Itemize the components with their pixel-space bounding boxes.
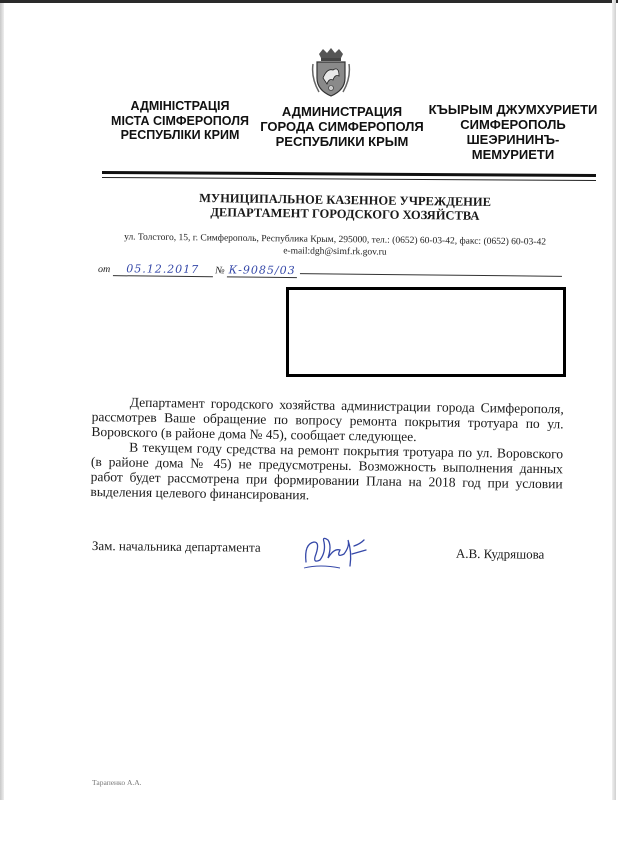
header-crh-line-1: КЪЫРЫМ ДЖУМХУРИЕТИ	[428, 102, 598, 117]
crimea-coat-of-arms-icon	[311, 48, 351, 98]
scan-top-edge	[0, 0, 618, 3]
redacted-recipient-box	[286, 287, 566, 377]
signatory-position: Зам. начальника департамента	[91, 538, 261, 555]
header-ukrainian	[100, 99, 260, 143]
scan-left-edge	[0, 0, 4, 800]
header-crh-line-3: ШЕЭРИНИНЪ-	[466, 132, 560, 147]
organization-address	[100, 231, 570, 261]
header-crh-line-4: МЕМУРИЕТИ	[471, 147, 555, 162]
handwritten-signature	[300, 532, 370, 574]
header-crh-line-2: СИМФЕРОПОЛЬ	[460, 117, 566, 132]
reference-line	[98, 262, 568, 281]
address-line: ул. Толстого, 15, г. Симферополь, Республика Крым, 295000, тел.: (0652) 60-03-42, факс: (0652) 60-03-42	[124, 232, 547, 248]
number-label: №	[215, 265, 225, 277]
letter-body	[90, 394, 564, 506]
header-ua-line-3: РЕСПУБЛІКИ КРИМ	[120, 128, 240, 142]
header-divider-thin	[102, 177, 596, 181]
organization-name	[165, 190, 525, 223]
date-label: от	[97, 264, 111, 276]
email-line: e-mail:dgh@simf.rk.gov.ru	[283, 246, 387, 258]
handwritten-number: К-9085/03	[228, 263, 296, 278]
header-divider-thick	[102, 171, 596, 177]
header-ua-line-1: АДМІНІСТРАЦІЯ	[130, 99, 230, 113]
header-ua-line-2: МІСТА СІМФЕРОПОЛЯ	[111, 113, 249, 128]
header-ru-line-3: РЕСПУБЛИКИ КРЫМ	[275, 134, 409, 149]
org-line-2: ДЕПАРТАМЕНТ ГОРОДСКОГО ХОЗЯЙСТВА	[210, 205, 480, 223]
body-paragraph-1: Департамент городского хозяйства администрации города Симферополя, рассмотрев Ваше обращение по вопросу ремонта покрытия тротуара по ул. Воровского (в районе дома № 45), сообщает следующее.	[91, 394, 564, 445]
header-russian	[257, 104, 427, 149]
org-line-1: МУНИЦИПАЛЬНОЕ КАЗЕННОЕ УЧРЕЖДЕНИЕ	[199, 190, 492, 210]
scan-right-edge	[612, 0, 616, 800]
handwritten-date: 05.12.2017	[126, 262, 200, 277]
header-ru-line-2: ГОРОДА СИМФЕРОПОЛЯ	[260, 119, 424, 134]
reference-underline	[300, 272, 562, 277]
header-crimean-tatar	[428, 102, 598, 162]
body-paragraph-2: В текущем году средства на ремонт покрытия тротуара по ул. Воровского (в районе дома № 45) не предусмотрены. Возможность выполнения данных работ будет рассмотрена при формировании Плана на 2018 год при условии выделения целевого финансирования.	[90, 439, 564, 503]
header-ru-line-1: АДМИНИСТРАЦИЯ	[281, 104, 403, 119]
executor-note: Тарапенко А.А.	[92, 778, 142, 787]
signatory-name: А.В. Кудряшова	[455, 545, 545, 562]
